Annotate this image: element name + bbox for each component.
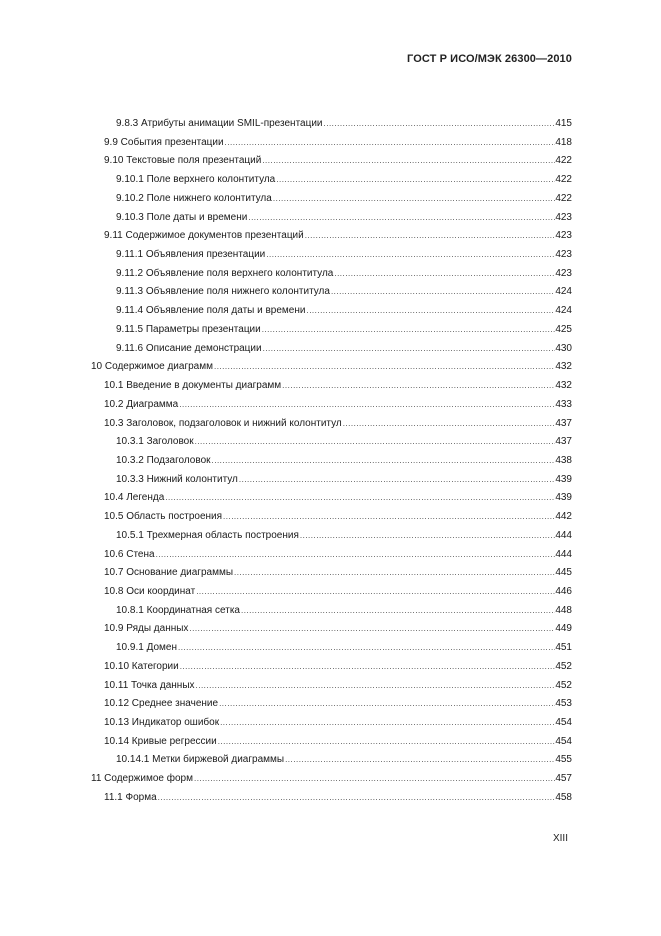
toc-entry[interactable]	[0, 660, 661, 679]
toc-entry-page: 451	[555, 642, 572, 654]
toc-entry-page: 458	[555, 791, 572, 803]
toc-entry-page: 422	[555, 192, 572, 204]
toc-entry[interactable]	[0, 716, 661, 735]
toc-entry[interactable]	[0, 173, 661, 192]
toc-entry-title: 9.11.4 Объявление поля даты и времени	[116, 305, 306, 317]
dot-leader	[225, 136, 556, 150]
dot-leader	[194, 772, 555, 786]
toc-entry[interactable]	[0, 604, 661, 623]
toc-entry[interactable]	[0, 154, 661, 173]
toc-entry[interactable]	[0, 510, 661, 529]
table-of-contents	[0, 117, 661, 810]
toc-entry-title: 10.3.3 Нижний колонтитул	[116, 473, 238, 485]
toc-entry-page: 444	[555, 548, 572, 560]
dot-leader	[276, 173, 555, 187]
toc-entry-page: 445	[555, 567, 572, 579]
toc-entry-page: 457	[555, 773, 572, 785]
dot-leader	[158, 791, 556, 805]
dot-leader	[331, 285, 555, 299]
toc-entry[interactable]	[0, 753, 661, 772]
toc-entry-title: 10 Содержимое диаграмм	[91, 361, 213, 373]
toc-entry-title: 10.11 Точка данных	[104, 679, 195, 691]
toc-entry[interactable]	[0, 117, 661, 136]
toc-entry-title: 10.6 Стена	[104, 548, 155, 560]
toc-entry-title: 9.11.5 Параметры презентации	[116, 323, 261, 335]
toc-entry-page: 437	[555, 436, 572, 448]
toc-entry[interactable]	[0, 248, 661, 267]
toc-entry-page: 422	[555, 155, 572, 167]
dot-leader	[195, 435, 556, 449]
toc-entry-title: 10.5 Область построения	[104, 511, 223, 523]
dot-leader	[196, 679, 556, 693]
toc-entry-title: 10.1 Введение в документы диаграмм	[104, 380, 282, 392]
toc-entry-page: 424	[555, 286, 572, 298]
dot-leader	[273, 192, 555, 206]
dot-leader	[263, 342, 556, 356]
dot-leader	[196, 585, 555, 599]
toc-entry[interactable]	[0, 566, 661, 585]
toc-entry-title: 9.9 События презентации	[104, 136, 224, 148]
toc-entry[interactable]	[0, 192, 661, 211]
toc-entry-page: 439	[555, 492, 572, 504]
toc-entry[interactable]	[0, 285, 661, 304]
toc-entry-page: 455	[555, 754, 572, 766]
dot-leader	[343, 417, 556, 431]
dot-leader	[178, 641, 555, 655]
toc-entry-title: 10.4 Легенда	[104, 492, 165, 504]
toc-entry-title: 10.2 Диаграмма	[104, 398, 179, 410]
toc-entry[interactable]	[0, 529, 661, 548]
toc-entry-title: 10.8.1 Координатная сетка	[116, 604, 240, 616]
toc-entry-page: 444	[555, 529, 572, 541]
toc-entry[interactable]	[0, 267, 661, 286]
dot-leader	[262, 323, 556, 337]
toc-entry-page: 452	[555, 679, 572, 691]
toc-entry-title: 9.11.2 Объявление поля верхнего колонтитула	[116, 267, 334, 279]
dot-leader	[219, 697, 555, 711]
toc-entry-title: 9.11 Содержимое документов презентаций	[104, 230, 304, 242]
dot-leader	[262, 154, 555, 168]
toc-entry[interactable]	[0, 679, 661, 698]
dot-leader	[180, 660, 556, 674]
toc-entry[interactable]	[0, 304, 661, 323]
dot-leader	[214, 360, 555, 374]
toc-entry-page: 418	[555, 136, 572, 148]
toc-entry-title: 9.10.1 Поле верхнего колонтитула	[116, 174, 276, 186]
dot-leader	[282, 379, 555, 393]
toc-entry-page: 433	[555, 398, 572, 410]
toc-entry-page: 454	[555, 717, 572, 728]
toc-entry-page: 446	[555, 585, 572, 597]
toc-entry-page: 422	[555, 174, 572, 186]
toc-entry-page: 423	[555, 267, 572, 279]
toc-entry-page: 425	[555, 323, 572, 335]
toc-entry-page: 423	[555, 230, 572, 242]
toc-entry-page: 437	[555, 417, 572, 429]
toc-entry-title: 10.14 Кривые регрессии	[104, 735, 217, 747]
dot-leader	[285, 753, 555, 767]
dot-leader	[156, 548, 556, 562]
toc-entry[interactable]	[0, 548, 661, 567]
toc-entry-title: 10.3.1 Заголовок	[116, 436, 194, 448]
dot-leader	[189, 622, 555, 636]
toc-entry-title: 9.11.3 Объявление поля нижнего колонтитула	[116, 286, 330, 298]
toc-entry-page: 430	[555, 342, 572, 354]
dot-leader	[300, 529, 555, 543]
dot-leader	[212, 454, 556, 468]
toc-entry-title: 10.12 Среднее значение	[104, 698, 219, 710]
dot-leader	[266, 248, 555, 262]
toc-entry-page: 452	[555, 660, 572, 672]
toc-entry-page: 449	[555, 623, 572, 635]
toc-entry-page: 423	[555, 249, 572, 261]
toc-entry-title: 10.9.1 Домен	[116, 642, 177, 654]
toc-entry[interactable]	[0, 491, 661, 510]
toc-entry[interactable]	[0, 622, 661, 641]
toc-entry-title: 9.10.3 Поле даты и времени	[116, 211, 248, 223]
toc-entry[interactable]	[0, 136, 661, 155]
toc-entry[interactable]	[0, 379, 661, 398]
toc-entry-page: 438	[555, 454, 572, 466]
dot-leader	[306, 304, 555, 318]
toc-entry[interactable]	[0, 435, 661, 454]
toc-entry[interactable]	[0, 360, 661, 379]
toc-entry-page: 432	[555, 380, 572, 392]
toc-entry[interactable]	[0, 585, 661, 604]
toc-entry-title: 9.11.1 Объявления презентации	[116, 249, 266, 261]
toc-entry-title: 9.8.3 Атрибуты анимации SMIL-презентации	[116, 118, 323, 129]
toc-entry-page: 454	[555, 735, 572, 747]
toc-entry-page: 439	[555, 473, 572, 485]
dot-leader	[223, 510, 555, 524]
toc-entry[interactable]	[0, 772, 661, 791]
page-number: XIII	[552, 833, 568, 844]
dot-leader	[324, 117, 556, 131]
dot-leader	[165, 491, 555, 505]
toc-entry-title: 9.10 Текстовые поля презентаций	[104, 155, 262, 167]
toc-entry[interactable]	[0, 342, 661, 361]
toc-entry-title: 10.5.1 Трехмерная область построения	[116, 529, 299, 541]
document-header: ГОСТ Р ИСО/МЭК 26300—2010	[407, 53, 572, 65]
toc-entry[interactable]	[0, 229, 661, 248]
toc-entry-title: 11 Содержимое форм	[91, 773, 193, 785]
toc-entry-title: 10.14.1 Метки биржевой диаграммы	[116, 754, 285, 766]
toc-entry[interactable]	[0, 791, 661, 810]
toc-entry-title: 10.8 Оси координат	[104, 585, 196, 597]
toc-entry-title: 10.3.2 Подзаголовок	[116, 454, 211, 466]
toc-entry-title: 9.11.6 Описание демонстрации	[116, 342, 262, 354]
toc-entry[interactable]	[0, 211, 661, 230]
dot-leader	[239, 473, 555, 487]
toc-entry[interactable]	[0, 735, 661, 754]
toc-entry[interactable]	[0, 454, 661, 473]
toc-entry-page: 415	[555, 118, 572, 129]
toc-entry[interactable]	[0, 697, 661, 716]
dot-leader	[179, 398, 555, 412]
toc-entry-title: 10.13 Индикатор ошибок	[104, 717, 220, 728]
dot-leader	[220, 716, 555, 730]
toc-entry[interactable]	[0, 398, 661, 417]
dot-leader	[241, 604, 555, 618]
dot-leader	[234, 566, 555, 580]
toc-entry[interactable]	[0, 323, 661, 342]
dot-leader	[305, 229, 556, 243]
toc-entry-page: 442	[555, 511, 572, 523]
toc-entry-page: 432	[555, 361, 572, 373]
toc-entry-title: 10.7 Основание диаграммы	[104, 567, 234, 579]
dot-leader	[248, 211, 555, 225]
toc-entry-title: 10.10 Категории	[104, 660, 179, 672]
toc-entry-page: 453	[555, 698, 572, 710]
dot-leader	[218, 735, 556, 749]
toc-entry[interactable]	[0, 473, 661, 492]
toc-entry-page: 448	[555, 604, 572, 616]
toc-entry-title: 9.10.2 Поле нижнего колонтитула	[116, 192, 272, 204]
toc-entry-title: 10.3 Заголовок, подзаголовок и нижний колонтитул	[104, 417, 342, 429]
toc-entry-page: 423	[555, 211, 572, 223]
toc-entry[interactable]	[0, 417, 661, 436]
toc-entry-title: 11.1 Форма	[104, 791, 157, 803]
dot-leader	[334, 267, 555, 281]
toc-entry[interactable]	[0, 641, 661, 660]
toc-entry-title: 10.9 Ряды данных	[104, 623, 189, 635]
toc-entry-page: 424	[555, 305, 572, 317]
